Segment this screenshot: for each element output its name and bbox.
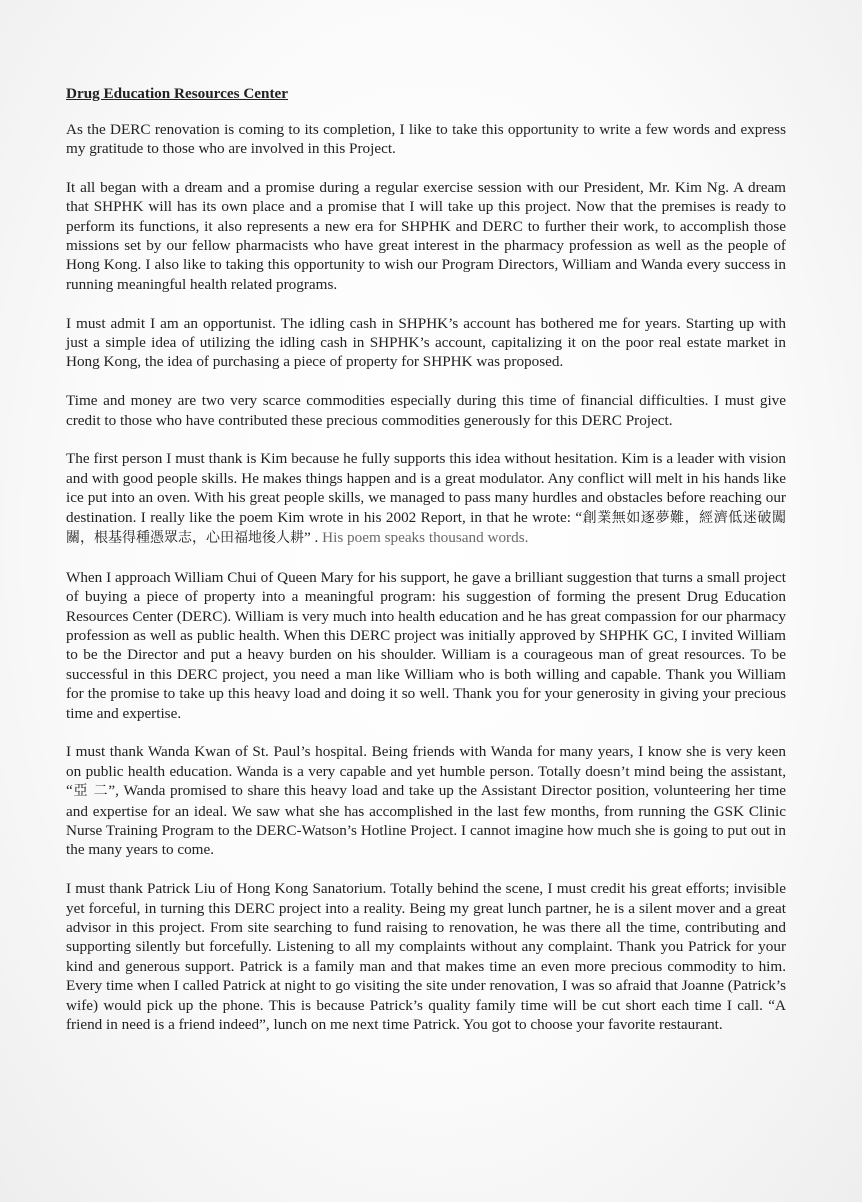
kim-poem: 創業無如逐夢難，經濟低迷破闖關，根基得種憑眾志，心田福地後人耕 [66, 509, 787, 546]
paragraph-time-money: Time and money are two very scarce commodities especially during this time of financial difficulties. I must give credit to those who have contributed these precious commodities generously for this DERC Project. [66, 392, 786, 429]
paragraph-wanda [66, 742, 786, 859]
paragraph-patrick: I must thank Patrick Liu of Hong Kong Sanatorium. Totally behind the scene, I must credit his great efforts; invisible yet forceful, in turning this DERC project into a reality. Being my great lunch partner, he is a silent mover and a great advisor in this project. From site searching to fund raising to renovation, he was there all the time, contributing and supporting silently but forcefully. Listening to all my complaints without any complaint. Thank you Patrick for your kind and generous support. Patrick is a family man and that makes time an even more precious commodity to him. Every time when I called Patrick at night to go visiting the site under renovation, I was so afraid that Joanne (Patrick’s wife) would pick up the phone. This is because Patrick’s quality family time will be cut short each time I call. “A friend in need is a friend indeed”, lunch on me next time Patrick. You got to choose your favorite restaurant. [66, 880, 786, 1034]
wanda-cjk-term: 亞 二 [72, 783, 109, 800]
paragraph-dream: It all began with a dream and a promise during a regular exercise session with our President, Mr. Kim Ng. A dream that SHPHK will has its own place and a promise that I will take up this project. Now that the premises is ready to perform its functions, it also represents a new era for SHPHK and DERC to further their work, to accomplish those missions set by our fellow pharmacists who have great interest in the pharmacy profession as well as the people of Hong Kong. I also like to taking this opportunity to wish our Program Directors, William and Wanda every success in running meaningful health related programs. [66, 178, 786, 293]
paragraph-william: When I approach William Chui of Queen Mary for his support, he gave a brilliant suggestion that turns a small project of buying a piece of property into a meaningful program: his suggestion of forming the present Drug Education Resources Center (DERC). William is very much into health education and he has great compassion for our pharmacy profession as well as public health. When this DERC project was initially approved by SHPHK GC, I invited William to be the Director and put a heavy burden on his shoulder. William is a courageous man of great resources. To be successful in this DERC project, you need a man like William who is both willing and capable. Thank you William for the promise to take up this heavy load and doing it so well. Thank you for your generosity in giving your precious time and expertise. [66, 568, 786, 722]
paragraph-intro: As the DERC renovation is coming to its completion, I like to take this opportunity to write a few words and express my gratitude to those who are involved in this Project. [66, 120, 786, 157]
document-title: Drug Education Resources Center [66, 85, 289, 102]
document-body [66, 84, 786, 1054]
paragraph-kim [66, 449, 786, 548]
kim-text: The first person I must thank is Kim because he fully supports this idea without hesitation. Kim is a leader with vision and with good people skills. He makes things happen and is a great modulator. Any conflict will melt in his hands like ice put into an oven. With his great people skills, we managed to pass many hurdles and obstacles before reaching our destination. I really like the poem Kim wrote in his 2002 Report, in that he wrote: “ [66, 450, 786, 526]
wanda-text-b: ”, Wanda promised to share this heavy load and take up the Assistant Director position, volunteering her time and expertise for an ideal. We saw what she has accomplished in the last few months, from running the GSK Clinic Nurse Training Program to the DERC-Watson’s Hotline Project. I cannot imagine how much she is going to put out in the many years to come. [66, 782, 786, 859]
wanda-text-a: I must thank Wanda Kwan of St. Paul’s hospital. Being friends with Wanda for many years, I know she is very keen on public health education. Wanda is a very capable and yet humble person. Totally doesn’t mind being the assistant, “ [66, 743, 786, 800]
paragraph-opportunist: I must admit I am an opportunist. The idling cash in SHPHK’s account has bothered me for years. Starting up with just a simple idea of utilizing the idling cash in SHPHK’s account, capitalizing it on the poor real estate market in Hong Kong, the idea of purchasing a piece of property for SHPHK was proposed. [66, 314, 786, 371]
kim-quote-close: ” . [304, 528, 323, 546]
kim-poem-remark: His poem speaks thousand words. [322, 528, 529, 546]
